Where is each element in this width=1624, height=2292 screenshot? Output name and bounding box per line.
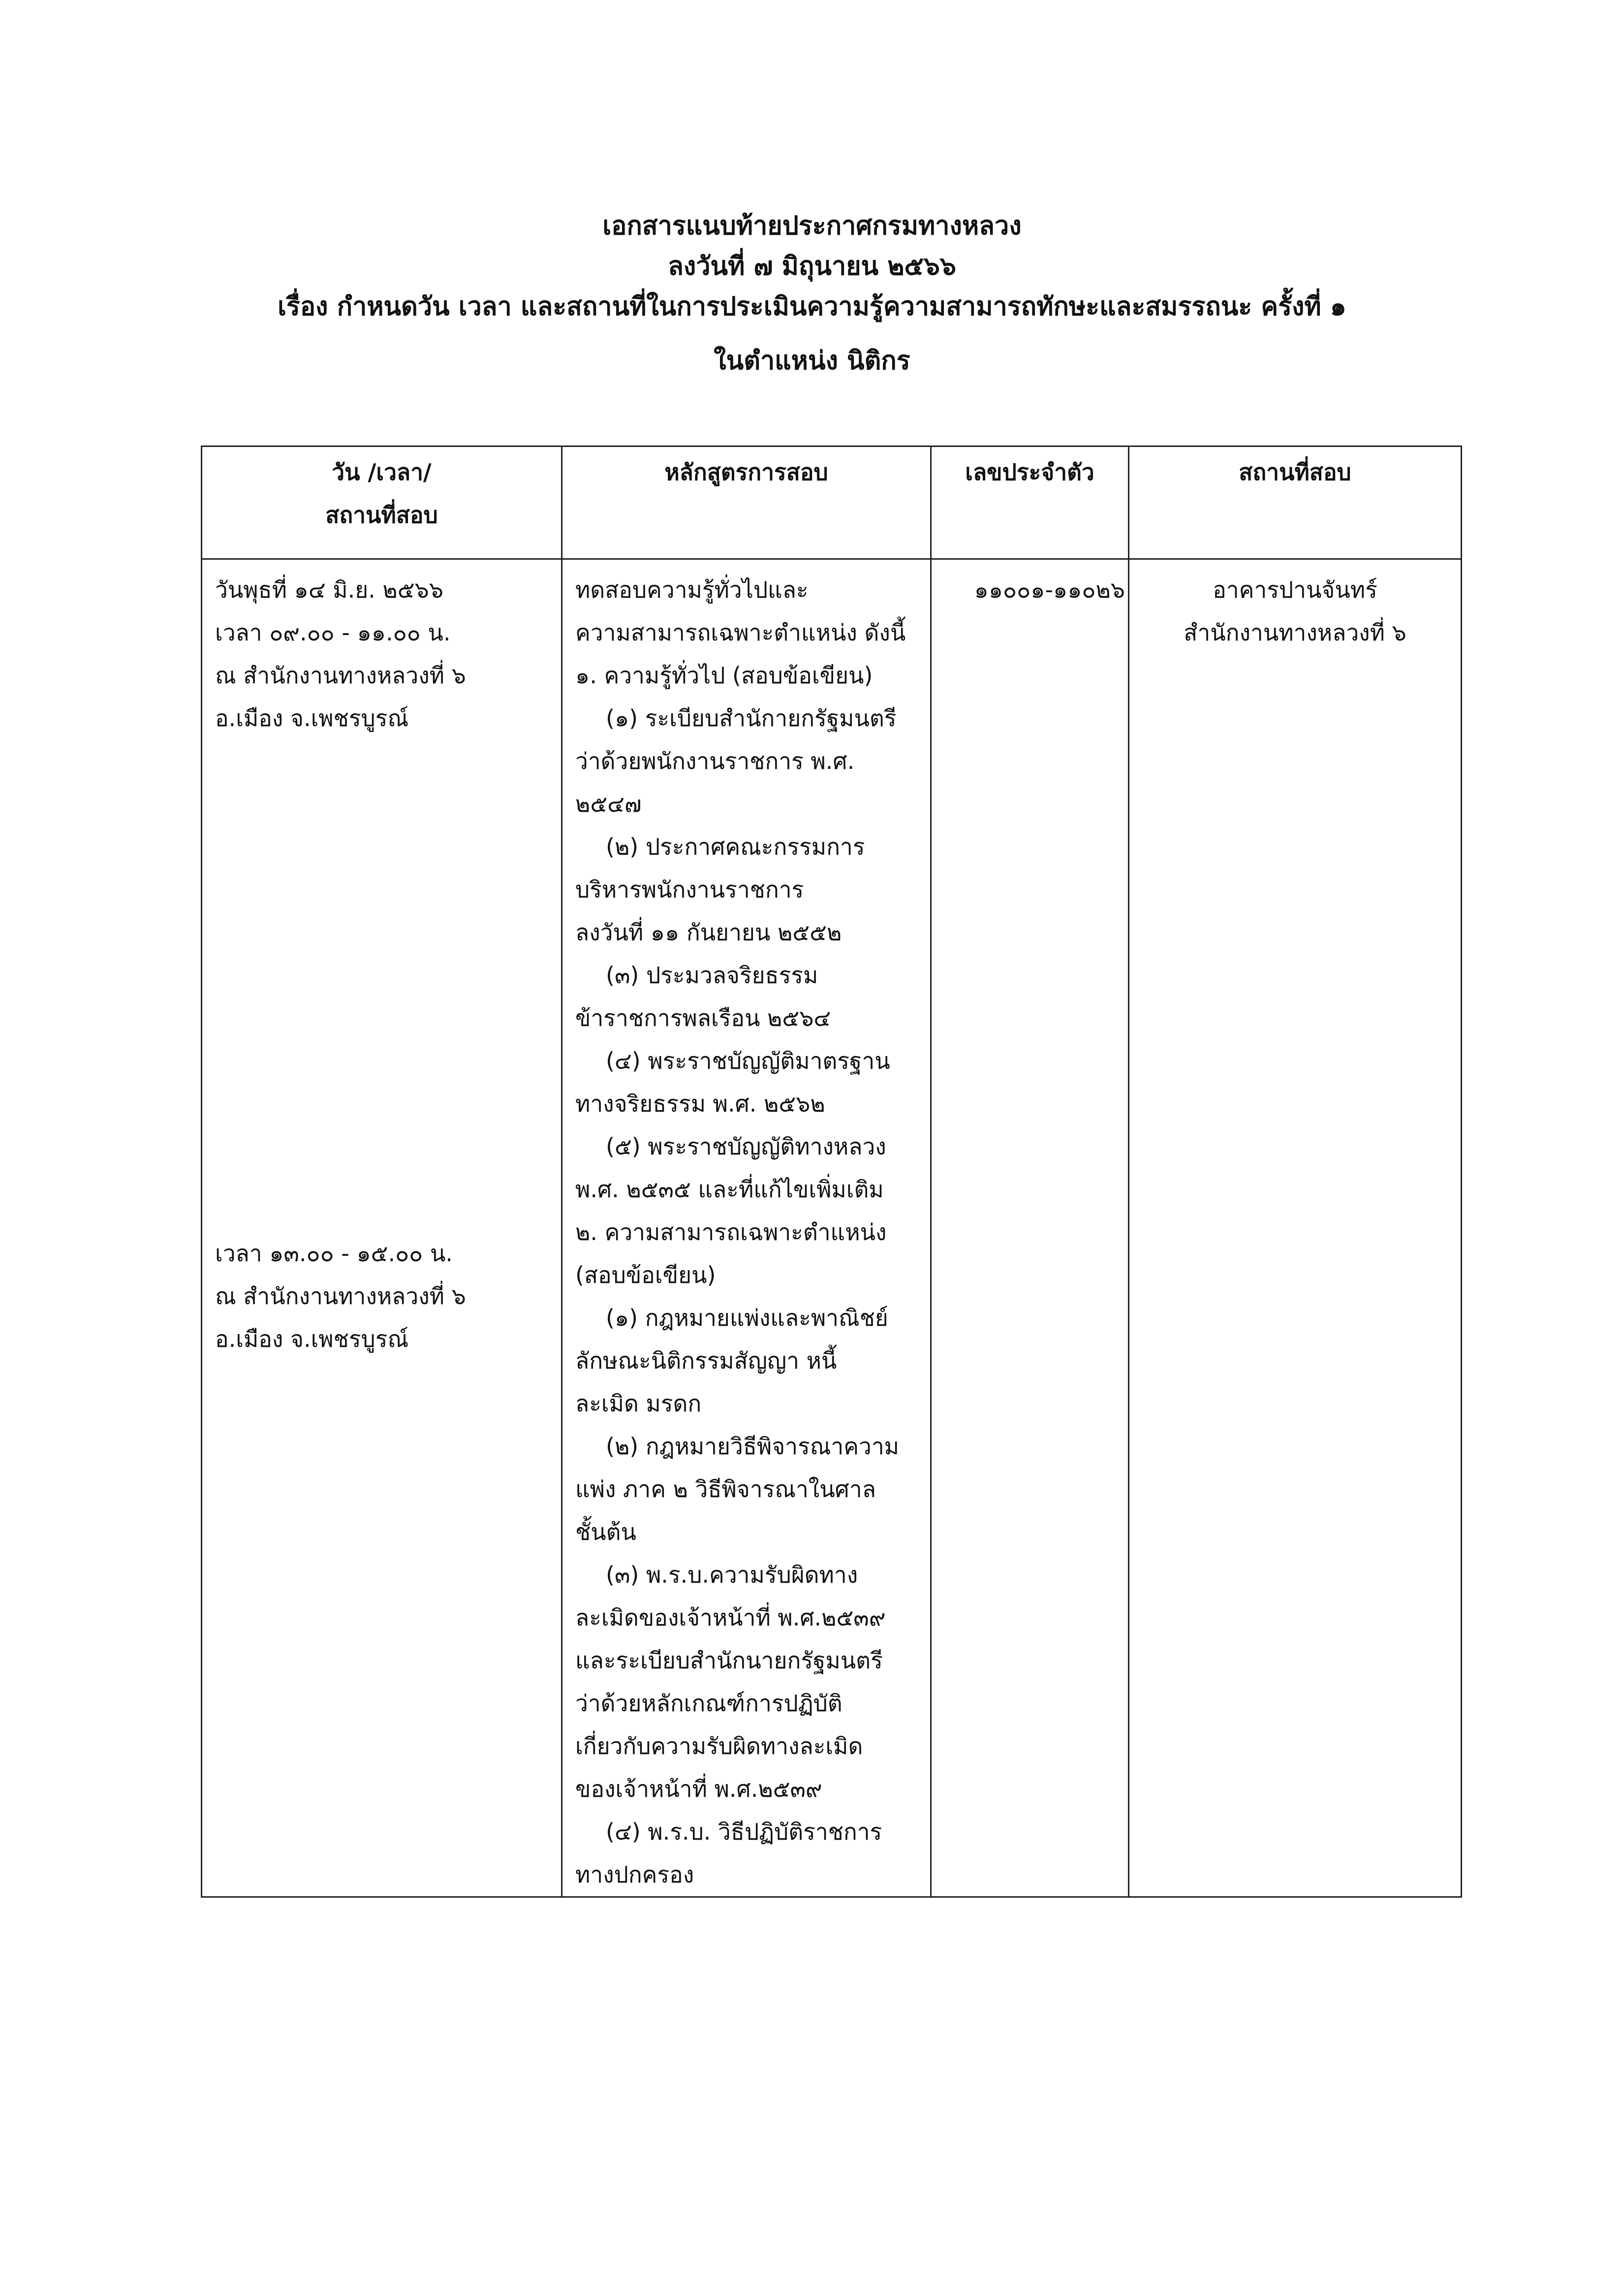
course-item: (๓) ประมวลจริยธรรม [606, 962, 818, 988]
header-venue: สถานที่สอบ [1129, 446, 1462, 559]
course-line: ของเจ้าหน้าที่ พ.ศ.๒๕๓๙ [575, 1776, 822, 1802]
session2-district: อ.เมือง จ.เพชรบูรณ์ [215, 1326, 409, 1352]
course-item: (๕) พระราชบัญญัติทางหลวง [606, 1133, 886, 1160]
course-line: ทางปกครอง [575, 1861, 694, 1888]
venue-office: สำนักงานทางหลวงที่ ๖ [1184, 619, 1406, 646]
header-position: ในตำแหน่ง นิติกร [714, 346, 910, 376]
exam-schedule-table [201, 446, 1462, 1898]
course-section-2: ๒. ความสามารถเฉพาะตำแหน่ง [575, 1219, 887, 1245]
course-section-1: ๑. ความรู้ทั่วไป (สอบข้อเขียน) [575, 662, 873, 689]
course-line: เกี่ยวกับความรับผิดทางละเมิด [575, 1733, 863, 1759]
id-cell [931, 559, 1129, 1897]
header-datetime-line2: สถานที่สอบ [325, 502, 438, 528]
course-line: ว่าด้วยพนักงานราชการ พ.ศ. [575, 748, 855, 774]
datetime-cell [202, 559, 562, 1897]
course-item: (๑) กฎหมายแพ่งและพาณิชย์ [606, 1305, 888, 1331]
table-header-row [202, 446, 1462, 559]
session1-time: เวลา ๐๙.๐๐ - ๑๑.๐๐ น. [215, 619, 451, 646]
session1-place: ณ สำนักงานทางหลวงที่ ๖ [215, 662, 466, 689]
course-line: ลงวันที่ ๑๑ กันยายน ๒๕๕๒ [575, 919, 842, 946]
course-item: (๒) กฎหมายวิธีพิจารณาความ [606, 1433, 899, 1460]
course-item: (๔) พ.ร.บ. วิธีปฏิบัติราชการ [606, 1818, 882, 1845]
course-item: (๓) พ.ร.บ.ความรับผิดทาง [606, 1561, 858, 1588]
course-line: พ.ศ. ๒๕๓๕ และที่แก้ไขเพิ่มเติม [575, 1176, 884, 1203]
course-line: และระเบียบสำนักนายกรัฐมนตรี [575, 1647, 883, 1674]
course-line: ว่าด้วยหลักเกณฑ์การปฏิบัติ [575, 1690, 843, 1717]
id-range: ๑๑๐๐๑-๑๑๐๒๖ [974, 576, 1125, 603]
session1-date: วันพุธที่ ๑๔ มิ.ย. ๒๕๖๖ [215, 576, 443, 603]
course-line: ทดสอบความรู้ทั่วไปและ [575, 576, 809, 603]
course-line: ละเมิด มรดก [575, 1390, 702, 1417]
header-course: หลักสูตรการสอบ [562, 446, 931, 559]
header-id: เลขประจำตัว [931, 446, 1129, 559]
venue-cell [1129, 559, 1462, 1897]
header-datetime-line1: วัน /เวลา/ [332, 459, 432, 485]
course-line: บริหารพนักงานราชการ [575, 876, 804, 903]
course-item: (๒) ประกาศคณะกรรมการ [606, 833, 865, 860]
document-header [0, 209, 1624, 378]
course-line: ชั้นต้น [575, 1519, 636, 1545]
venue-building: อาคารปานจันทร์ [1213, 576, 1377, 603]
course-line: ๒๕๔๗ [575, 791, 642, 817]
table-row [202, 559, 1462, 1897]
course-line: แพ่ง ภาค ๒ วิธีพิจารณาในศาล [575, 1476, 876, 1502]
session2-place: ณ สำนักงานทางหลวงที่ ๖ [215, 1283, 466, 1309]
header-date: ลงวันที่ ๗ มิถุนายน ๒๕๖๖ [668, 252, 956, 281]
header-datetime [202, 446, 562, 559]
header-title: เอกสารแนบท้ายประกาศกรมทางหลวง [602, 211, 1022, 241]
course-line: ทางจริยธรรม พ.ศ. ๒๕๖๒ [575, 1090, 825, 1117]
course-line: ข้าราชการพลเรือน ๒๕๖๔ [575, 1005, 831, 1031]
course-item: (๑) ระเบียบสำนักายกรัฐมนตรี [606, 705, 897, 732]
session2-block [215, 1232, 551, 1361]
course-cell [562, 559, 931, 1897]
session1-district: อ.เมือง จ.เพชรบูรณ์ [215, 705, 409, 732]
course-line: ลักษณะนิติกรรมสัญญา หนี้ [575, 1347, 837, 1374]
course-line: (สอบข้อเขียน) [575, 1262, 716, 1288]
course-item: (๔) พระราชบัญญัติมาตรฐาน [606, 1048, 890, 1074]
session2-time: เวลา ๑๓.๐๐ - ๑๕.๐๐ น. [215, 1240, 453, 1267]
header-subject: เรื่อง กำหนดวัน เวลา และสถานที่ในการประเมินความรู้ความสามารถทักษะและสมรรถนะ ครั้งที่ ๑ [278, 292, 1346, 321]
course-line: ความสามารถเฉพาะตำแหน่ง ดังนี้ [575, 619, 906, 646]
course-line: ละเมิดของเจ้าหน้าที่ พ.ศ.๒๕๓๙ [575, 1604, 886, 1631]
